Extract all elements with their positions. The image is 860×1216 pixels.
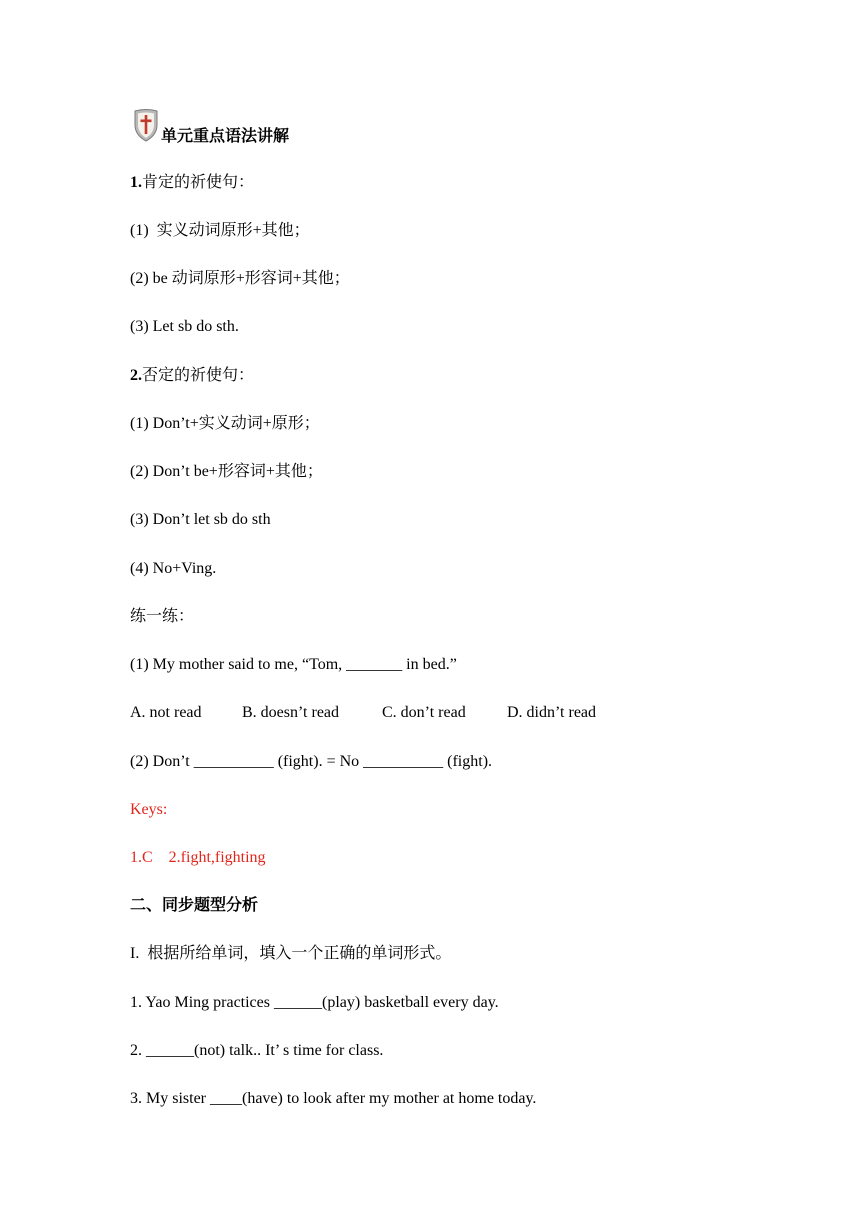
positive-item: (1) 实义动词原形+其他； (130, 222, 310, 239)
positive-heading (130, 173, 254, 193)
section-title: 单元重点语法讲解 (161, 128, 290, 145)
positive-item: (2) be 动词原形+形容词+其他； (130, 270, 350, 287)
practice-question-1: (1) My mother said to me, “Tom, _______ in bed.” (130, 656, 457, 673)
negative-heading-number: 2. (130, 367, 142, 384)
positive-heading-text: 肯定的祈使句： (142, 174, 255, 191)
option-d: D. didn’t read (507, 704, 597, 721)
shield-cross-icon (133, 108, 159, 142)
keys-answers: 1.C 2.fight,fighting (130, 849, 266, 866)
keys-label: Keys: (130, 801, 168, 818)
positive-item: (3) Let sb do sth. (130, 318, 239, 335)
exercise-instruction: I. 根据所给单词，填入一个正确的单词形式。 (130, 945, 452, 962)
exercise-item: 3. My sister ____(have) to look after my mother at home today. (130, 1090, 537, 1107)
negative-item: (3) Don’t let sb do sth (130, 511, 271, 528)
practice-options (130, 703, 596, 723)
exercise-item: 1. Yao Ming practices ______(play) basketball every day. (130, 994, 499, 1011)
positive-heading-number: 1. (130, 174, 142, 191)
option-c: C. don’t read (382, 704, 466, 721)
negative-heading (130, 366, 254, 386)
negative-heading-text: 否定的祈使句： (142, 367, 255, 384)
option-b: B. doesn’t read (242, 704, 340, 721)
section2-title: 二、同步题型分析 (130, 897, 259, 914)
exercise-item: 2. ______(not) talk.. It’ s time for class. (130, 1042, 384, 1059)
negative-item: (4) No+Ving. (130, 560, 217, 577)
negative-item: (1) Don’t+实义动词+原形； (130, 415, 320, 432)
practice-question-2: (2) Don’t __________ (fight). = No __________ (fight). (130, 753, 493, 770)
option-a: A. not read (130, 704, 202, 721)
practice-label: 练一练： (130, 608, 195, 625)
negative-item: (2) Don’t be+形容词+其他； (130, 463, 323, 480)
